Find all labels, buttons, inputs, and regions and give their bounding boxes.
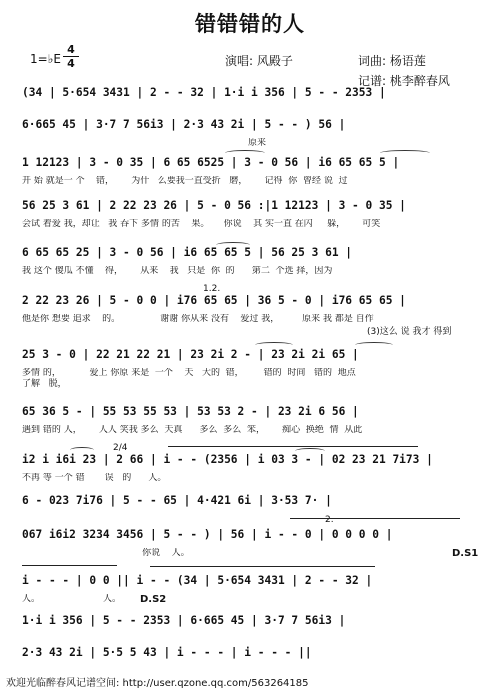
key-signature: 1=♭E [30, 52, 61, 66]
lyric-line: 原来 [22, 138, 267, 148]
time-signature-bottom: 4 [67, 57, 75, 70]
tie-arc [295, 448, 325, 454]
notation-line: 067 i6i2 3234 3456 | 5 - - ) | 56 | i - - 0 | 0 0 0 0 | [22, 528, 393, 541]
song-title: 错错错的人 [195, 12, 305, 36]
volta-bracket [290, 518, 460, 519]
notation-line: 6·665 45 | 3·7 7 56i3 | 2·3 43 2i | 5 - - ) 56 | [22, 118, 346, 131]
notation-line: 6 - 023 7i76 | 5 - - 65 | 4·421 6i | 3·53 7· | [22, 494, 332, 507]
score-row-7 [22, 348, 470, 388]
tie-arc [355, 342, 393, 348]
transcriber-credit: 记谱: 桃李醉春风 [358, 74, 450, 88]
notation-line: 65 36 5 - | 55 53 55 53 | 53 53 2 - | 23 2i 6 56 | [22, 405, 359, 418]
notation-line: (34 | 5·654 3431 | 2 - - 32 | 1·i i 356 | 5 - - 2353 | [22, 86, 386, 99]
lyric-line: 你说 人。 [22, 548, 190, 558]
lyric-line: 开 始 就是一 个 错， 为什 么要我一直受折 磨， 记得 你 曾经 说 过 [22, 176, 348, 186]
time-change-marker: 2/4 [113, 443, 128, 453]
score-row-4 [22, 199, 470, 239]
lyric-line: 遇到 错的 人， 人人 笑我 多么 天真 多么 多么 笨， 痴心 换绝 情 从此 [22, 425, 363, 435]
volta-marker: 1.2. [203, 284, 221, 294]
phrase-line [150, 566, 375, 567]
lyric-line: 人。 人。 [22, 594, 121, 604]
lyric-line: 不再 等 一个 错 误 的 人。 [22, 473, 167, 483]
tie-arc [255, 342, 293, 348]
score-row-5 [22, 246, 470, 286]
lyric-line: 我 这个 傻瓜 不懂 得， 从来 我 只是 你 的 第二 个选 择，因为 [22, 266, 333, 276]
time-signature [63, 44, 79, 69]
notation-line: 56 25 3 61 | 2 22 23 26 | 5 - 0 56 :|1 12123 | 3 - 0 35 | [22, 199, 406, 212]
notation-line: 2·3 43 2i | 5·5 5 43 | i - - - | i - - - || [22, 646, 312, 659]
tie-arc [225, 150, 265, 156]
slur-line [168, 446, 418, 447]
notation-line: 2 22 23 26 | 5 - 0 0 | i76 65 65 | 36 5 - 0 | i76 65 65 | [22, 294, 406, 307]
notation-line: 1 12123 | 3 - 0 35 | 6 65 6525 | 3 - 0 56 | i6 65 65 5 | [22, 156, 400, 169]
tie-arc [380, 150, 430, 156]
lyricist-credit: 词曲: 杨语莲 [358, 54, 426, 68]
score-row-3 [22, 156, 470, 196]
tie-arc [216, 242, 250, 248]
singer-credit: 演唱: 风殿子 [225, 54, 293, 68]
notation-line: i - - - | 0 0 || i - - (34 | 5·654 3431 | 2 - - 32 | [22, 574, 373, 587]
notation-line: 6 65 65 25 | 3 - 0 56 | i6 65 65 5 | 56 25 3 61 | [22, 246, 353, 259]
lyric-line: 会试 着爱 我，却让 我 吞下 多情 的苦 果。 你说 其 实一直 在闪 躲， 可笑 [22, 219, 381, 229]
notation-line: 25 3 - 0 | 22 21 22 21 | 23 2i 2 - | 23 2i 2i 65 | [22, 348, 359, 361]
score-row-8 [22, 405, 470, 445]
dal-segno-1: D.S1 [452, 548, 479, 559]
score-row-9 [22, 453, 470, 493]
volta-marker-2: 2. [325, 515, 334, 525]
notation-line: i2 i i6i 23 | 2 66 | i - - (2356 | i 03 3 - | 02 23 21 7i73 | [22, 453, 433, 466]
score-row-12 [22, 574, 470, 614]
phrase-line [22, 565, 117, 566]
footer-credit: 欢迎光临醉春风记谱空间: http://user.qzone.qq.com/563264185 [6, 678, 309, 689]
tie-arc [70, 447, 94, 453]
notation-line: 1·i i 356 | 5 - - 2353 | 6·665 45 | 3·7 7 56i3 | [22, 614, 346, 627]
time-signature-top: 4 [67, 43, 75, 56]
lyric-line: 他是你 想要 追求 的。 谢谢 你从来 没有 爱过 我， 原来 我 都是 自作 [22, 314, 374, 324]
third-verse-lyric: (3)这么 说 我才 得到 [367, 327, 452, 337]
lyric-line: 多情 的， 爱上 你原 来是 一个 天 大的 错， 错的 时间 错的 地点 了解 脱， [22, 368, 356, 389]
dal-segno-2: D.S2 [140, 594, 167, 605]
score-row-11 [22, 528, 470, 568]
